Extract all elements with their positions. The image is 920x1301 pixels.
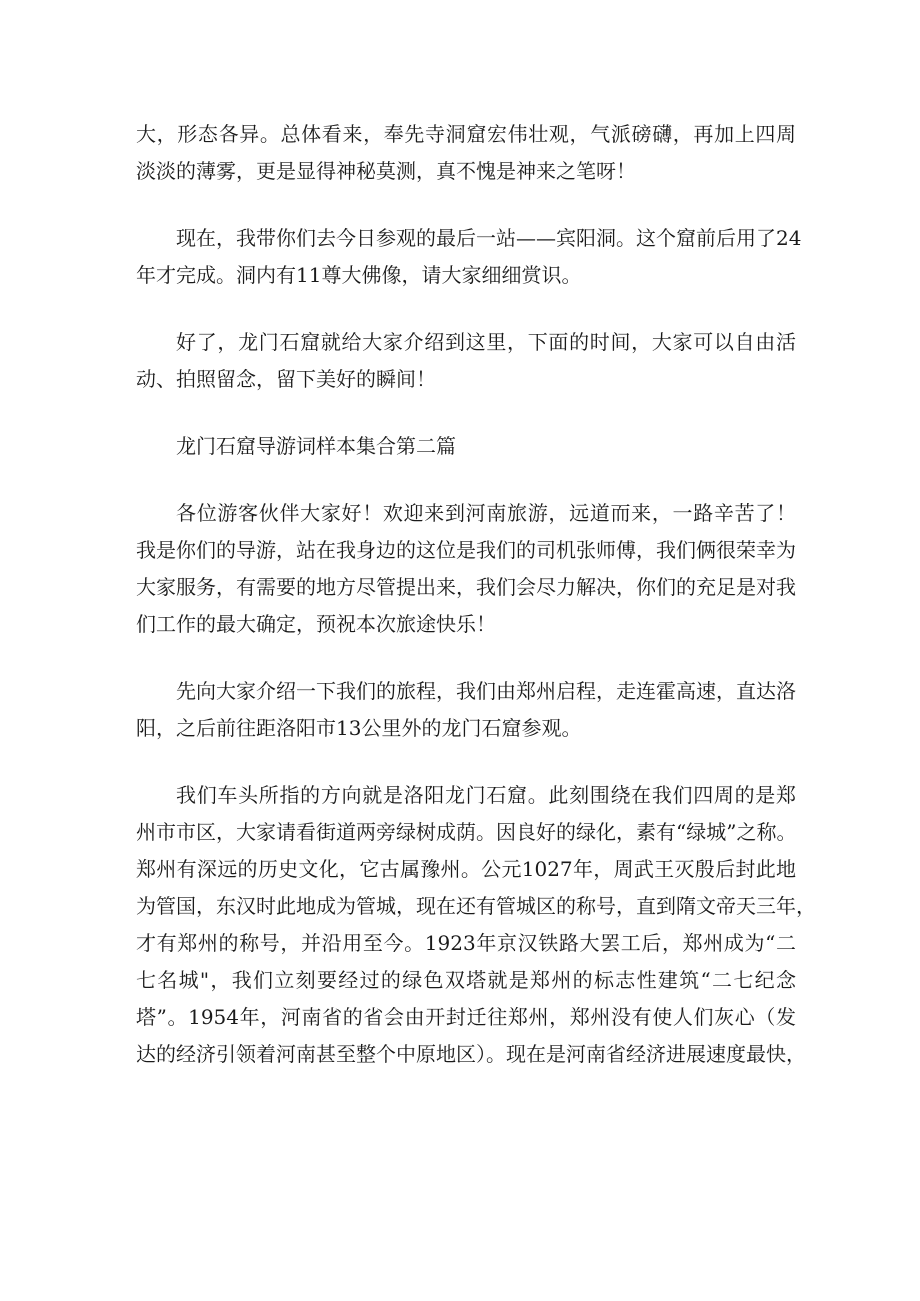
section-heading [136, 428, 796, 465]
text-line: 现在，我带你们去今日参观的最后一站——宾阳洞。这个窟前后用了24 [176, 226, 802, 250]
text-line: 们工作的最大确定，预祝本次旅途快乐！ [136, 612, 496, 636]
text-line: 我是你们的导游，站在我身边的这位是我们的司机张师傅，我们俩很荣幸为 [136, 538, 796, 562]
document-body [136, 116, 816, 1103]
heading-text: 龙门石窟导游词样本集合第二篇 [176, 434, 456, 458]
text-line: 为管国，东汉时此地成为管城，现在还有管城区的称号，直到隋文帝天三年， [136, 894, 816, 918]
paragraph-3 [136, 324, 796, 398]
text-line: 才有郑州的称号，并沿用至今。1923年京汉铁路大罢工后，郑州成为“二 [136, 931, 796, 955]
text-line: 州市市区，大家请看街道两旁绿树成荫。因良好的绿化，素有“绿城”之称。 [136, 820, 797, 844]
paragraph-6 [136, 777, 816, 1073]
paragraph-5 [136, 673, 796, 747]
paragraph-1 [136, 116, 796, 190]
text-line: 郑州有深远的历史文化，它古属豫州。公元1027年，周武王灭殷后封此地 [136, 857, 796, 881]
text-line: 大家服务，有需要的地方尽管提出来，我们会尽力解决，你们的充足是对我 [136, 575, 796, 599]
text-line: 阳，之后前往距洛阳市13公里外的龙门石窟参观。 [136, 716, 582, 740]
paragraph-2 [136, 220, 802, 294]
paragraph-4 [136, 495, 796, 643]
text-line: 达的经济引领着河南甚至整个中原地区）。现在是河南省经济进展速度最快， [136, 1042, 806, 1066]
text-line: 大，形态各异。总体看来，奉先寺洞窟宏伟壮观，气派磅礴，再加上四周 [136, 122, 796, 146]
text-line: 我们车头所指的方向就是洛阳龙门石窟。此刻围绕在我们四周的是郑 [176, 783, 796, 807]
text-line: 年才完成。洞内有11尊大佛像，请大家细细赏识。 [136, 263, 582, 287]
text-line: 塔”。1954年，河南省的省会由开封迁往郑州，郑州没有使人们灰心（发 [136, 1005, 796, 1029]
text-line: 先向大家介绍一下我们的旅程，我们由郑州启程，走连霍高速，直达洛 [176, 679, 796, 703]
text-line: 好了，龙门石窟就给大家介绍到这里，下面的时间，大家可以自由活 [176, 330, 796, 354]
text-line: 淡淡的薄雾，更是显得神秘莫测，真不愧是神来之笔呀！ [136, 159, 636, 183]
text-line: 七名城"，我们立刻要经过的绿色双塔就是郑州的标志性建筑“二七纪念 [136, 968, 796, 992]
text-line: 各位游客伙伴大家好！欢迎来到河南旅游，远道而来，一路辛苦了！ [176, 501, 796, 525]
text-line: 动、拍照留念，留下美好的瞬间！ [136, 367, 436, 391]
